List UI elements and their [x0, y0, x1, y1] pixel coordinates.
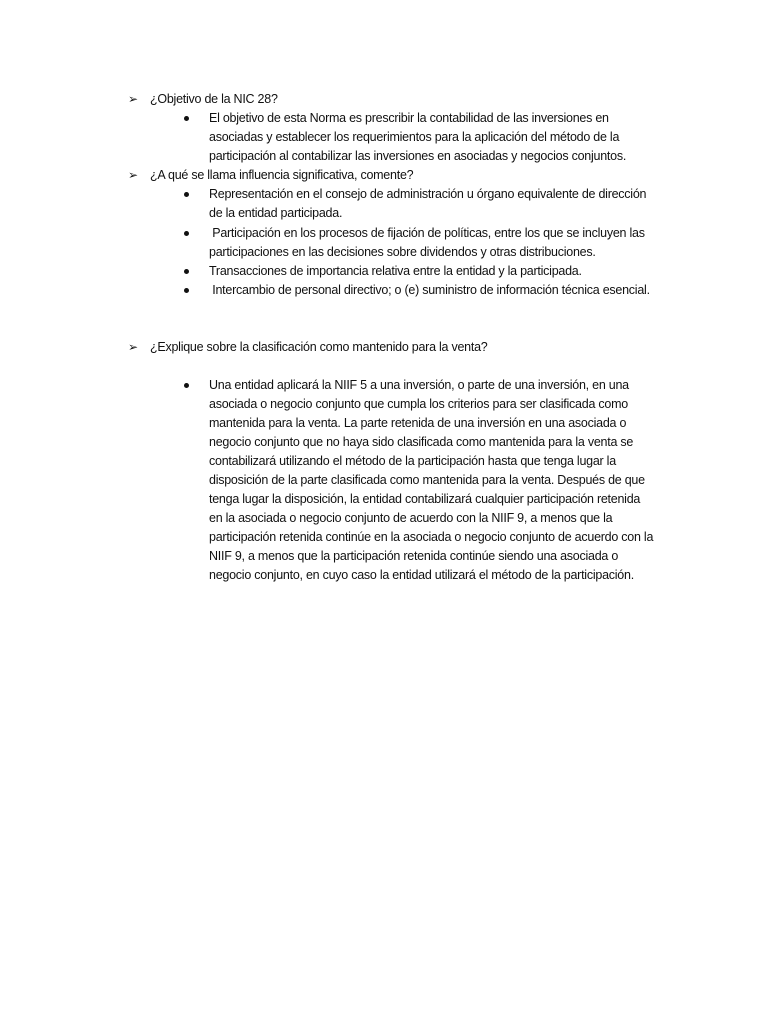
- bullet-text: Intercambio de personal directivo; o (e) suministro de información técnica esencial.: [209, 283, 650, 297]
- round-bullet-icon: [184, 231, 189, 236]
- arrowhead-bullet-icon: ➢: [128, 340, 138, 354]
- bullet-text: Participación en los procesos de fijación de políticas, entre los que se incluyen las participaciones en las decisiones sobre dividendos y otras distribuciones.: [209, 226, 648, 259]
- question-3-text: ¿Explique sobre la clasificación como mantenido para la venta?: [150, 340, 488, 354]
- round-bullet-icon: [184, 269, 189, 274]
- round-bullet-icon: [184, 192, 189, 197]
- arrowhead-bullet-icon: ➢: [128, 92, 138, 106]
- arrowhead-bullet-icon: ➢: [128, 168, 138, 182]
- bullet-item: [184, 376, 654, 585]
- bullet-text: Representación en el consejo de administración u órgano equivalente de dirección de la entidad participada.: [209, 187, 647, 220]
- bullet-text: Una entidad aplicará la NIIF 5 a una inversión, o parte de una inversión, en una asociada o negocio conjunto que cumpla los criterios para ser clasificada como mantenida para la venta. La parte retenida de una inversión en una asociada o negocio conjunto que no haya sido clasificada como mantenida para la venta se contabilizará utilizando el método de la participación hasta que tenga lugar la disposición de la parte clasificada como mantenida para la venta. Después de que tenga lugar la disposición, la entidad contabilizará cualquier participación retenida en la asociada o negocio conjunto de acuerdo con la NIIF 9, a menos que la participación retenida continúe en la asociada o negocio conjunto de acuerdo con la NIIF 9, a menos que la participación retenida continúe siendo una asociada o negocio conjunto, en cuyo caso la entidad utilizará el método de la participación.: [209, 378, 654, 582]
- question-2-text: ¿A qué se llama influencia significativa, comente?: [150, 168, 414, 182]
- round-bullet-icon: [184, 288, 189, 293]
- round-bullet-icon: [184, 383, 189, 388]
- bullet-item: [184, 185, 654, 223]
- bullet-text: Transacciones de importancia relativa entre la entidad y la participada.: [209, 264, 582, 278]
- bullet-item: [184, 224, 654, 262]
- round-bullet-icon: [184, 116, 189, 121]
- bullet-text: El objetivo de esta Norma es prescribir la contabilidad de las inversiones en asociadas y establecer los requerimientos para la aplicación del método de la participación al contabilizar las inversiones en asociadas y negocios conjuntos.: [209, 111, 627, 163]
- question-1-text: ¿Objetivo de la NIC 28?: [150, 92, 278, 106]
- bullet-item: [184, 281, 654, 300]
- bullet-item: [184, 109, 654, 166]
- bullet-item: [184, 262, 654, 281]
